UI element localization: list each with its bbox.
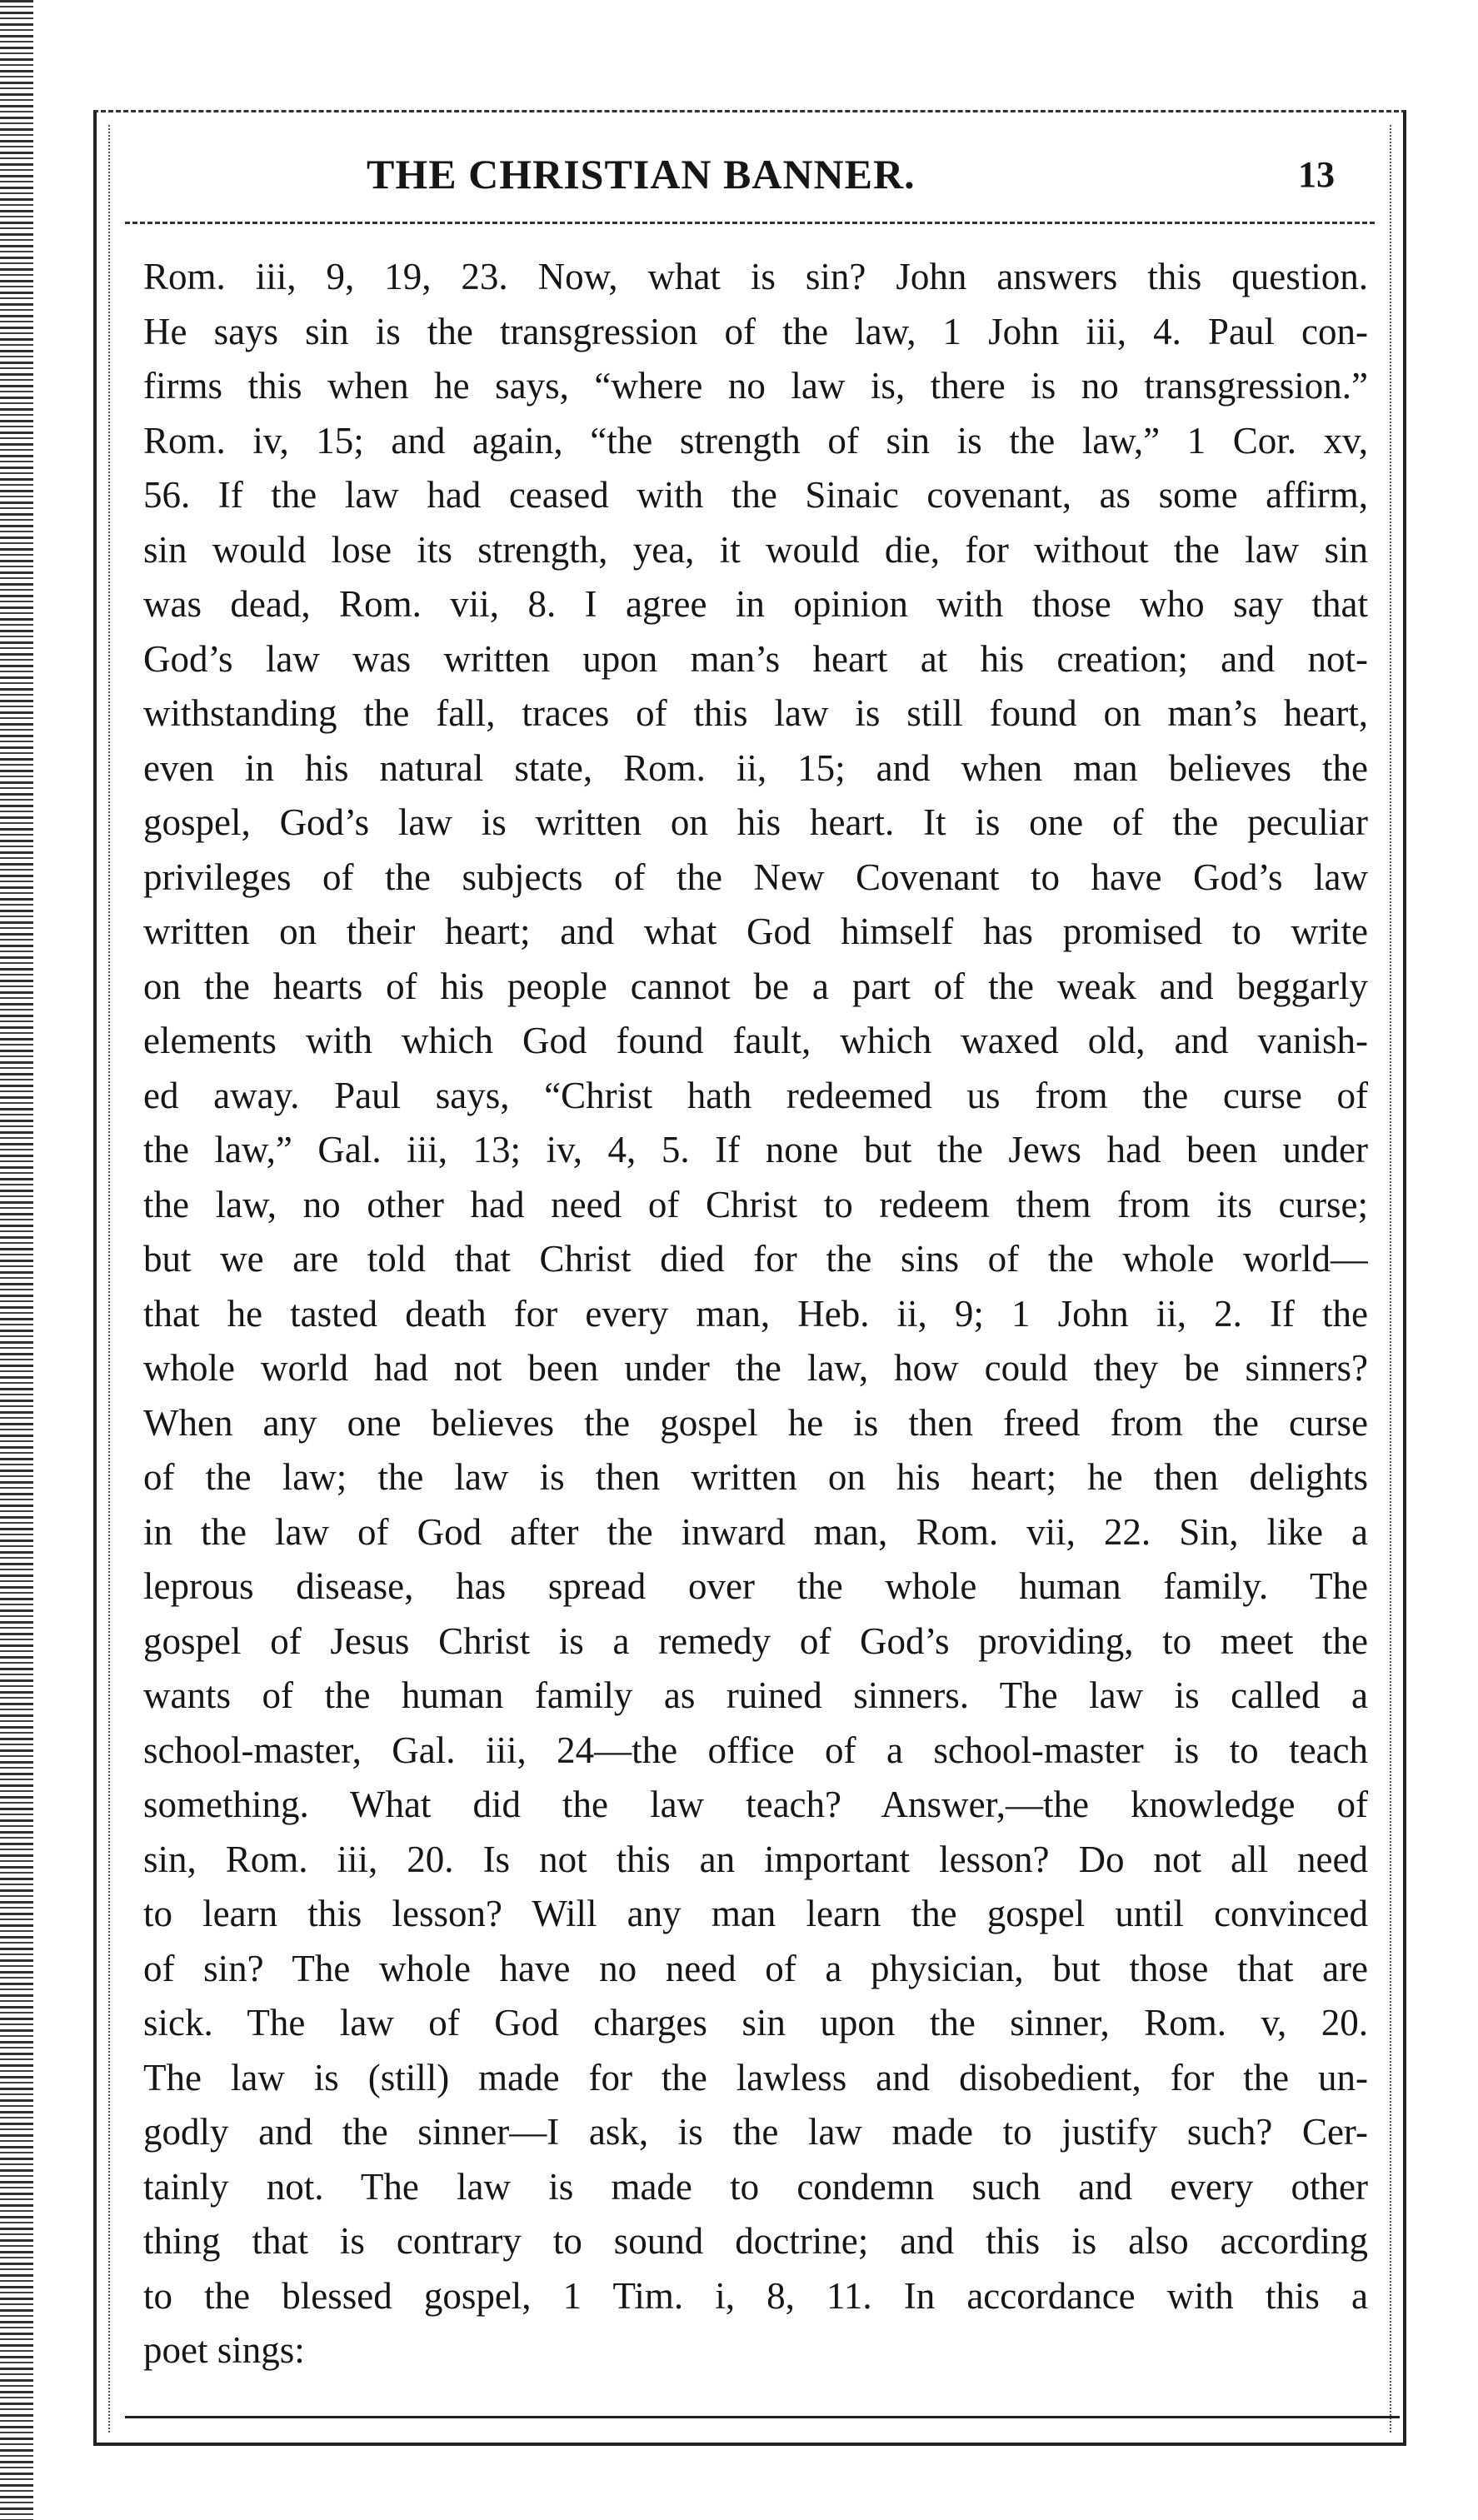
text-line: of sin? The whole have no need of a physician, but those that are	[143, 1947, 1368, 1989]
text-line: firms this when he says, “where no law is, there is no transgression.”	[143, 365, 1368, 407]
text-line: God’s law was written upon man’s heart at his creation; and not-	[143, 637, 1368, 680]
text-line: to learn this lesson? Will any man learn the gospel until convinced	[143, 1893, 1368, 1934]
text-line: was dead, Rom. vii, 8. I agree in opinion with those who say that	[143, 583, 1368, 625]
text-line: tainly not. The law is made to condemn such and every other	[143, 2165, 1368, 2208]
text-line: poet sings:	[143, 2329, 305, 2371]
text-line: sin, Rom. iii, 20. Is not this an important lesson? Do not all need	[143, 1838, 1368, 1880]
text-line: sick. The law of God charges sin upon the sinner, Rom. v, 20.	[143, 2002, 1368, 2043]
text-line: He says sin is the transgression of the law, 1 John iii, 4. Paul con-	[143, 310, 1368, 352]
bottom-rule	[125, 2416, 1400, 2418]
text-line: thing that is contrary to sound doctrine; and this is also according	[143, 2220, 1368, 2262]
text-line: whole world had not been under the law, how could they be sinners?	[143, 1347, 1368, 1389]
text-line: The law is (still) made for the lawless and disobedient, for the un-	[143, 2056, 1368, 2098]
text-line: even in his natural state, Rom. ii, 15; and when man believes the	[143, 746, 1368, 789]
binding-edge	[0, 0, 52, 2520]
text-line: to the blessed gospel, 1 Tim. i, 8, 11. In accordance with this a	[143, 2274, 1368, 2317]
text-line: sin would lose its strength, yea, it would die, for without the law sin	[143, 528, 1368, 571]
body-text	[143, 250, 1368, 2399]
text-line: elements with which God found fault, which waxed old, and vanish-	[143, 1020, 1368, 1061]
text-line: but we are told that Christ died for the sins of the whole world—	[143, 1238, 1368, 1280]
text-line: wants of the human family as ruined sinners. The law is called a	[143, 1674, 1368, 1716]
text-line: leprous disease, has spread over the whole human family. The	[143, 1565, 1368, 1607]
running-title: THE CHRISTIAN BANNER.	[367, 151, 916, 197]
text-line: written on their heart; and what God himself has promised to write	[143, 911, 1368, 952]
text-line: ed away. Paul says, “Christ hath redeemed us from the curse of	[143, 1074, 1368, 1116]
text-line: the law, no other had need of Christ to redeem them from its curse;	[143, 1183, 1368, 1225]
text-line: withstanding the fall, traces of this law is still found on man’s heart,	[143, 692, 1368, 734]
text-line: school-master, Gal. iii, 24—the office of a school-master is to teach	[143, 1729, 1368, 1771]
text-line: godly and the sinner—I ask, is the law made to justify such? Cer-	[143, 2111, 1368, 2153]
text-line: on the hearts of his people cannot be a part of the weak and beggarly	[143, 965, 1368, 1007]
text-line: Rom. iii, 9, 19, 23. Now, what is sin? John answers this question.	[143, 256, 1368, 297]
text-line: gospel of Jesus Christ is a remedy of God’s providing, to meet the	[143, 1619, 1368, 1662]
text-line: Rom. iv, 15; and again, “the strength of sin is the law,” 1 Cor. xv,	[143, 419, 1368, 462]
text-line: privileges of the subjects of the New Covenant to have God’s law	[143, 856, 1368, 898]
text-line: 56. If the law had ceased with the Sinaic covenant, as some affirm,	[143, 474, 1368, 516]
text-line: gospel, God’s law is written on his heart. It is one of the peculiar	[143, 801, 1368, 843]
page-number: 13	[1298, 154, 1335, 195]
text-line: of the law; the law is then written on his heart; he then delights	[143, 1456, 1368, 1498]
page-header	[125, 142, 1375, 224]
text-line: that he tasted death for every man, Heb. ii, 9; 1 John ii, 2. If the	[143, 1292, 1368, 1335]
text-line: the law,” Gal. iii, 13; iv, 4, 5. If none but the Jews had been under	[143, 1129, 1368, 1170]
text-line: When any one believes the gospel he is then freed from the curse	[143, 1401, 1368, 1444]
text-line: in the law of God after the inward man, Rom. vii, 22. Sin, like a	[143, 1510, 1368, 1553]
text-line: something. What did the law teach? Answer,—the knowledge of	[143, 1784, 1368, 1825]
